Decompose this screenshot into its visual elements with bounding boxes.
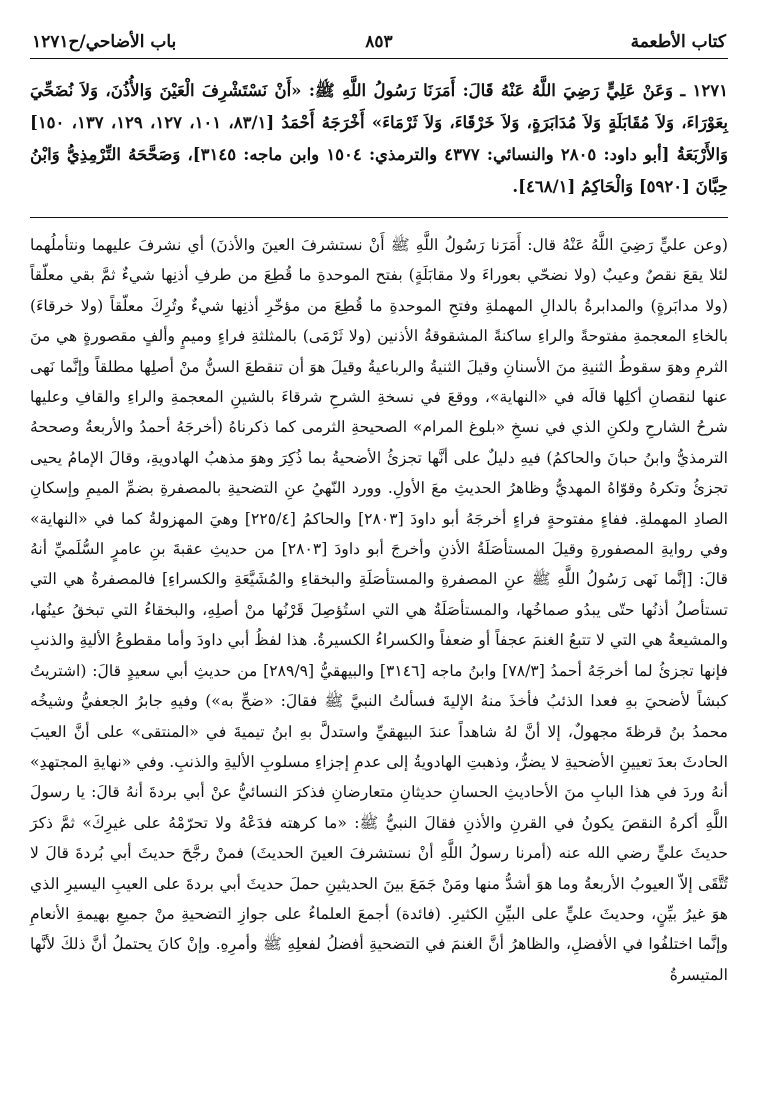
chapter-reference: باب الأضاحي/ح١٢٧١ [32,32,177,52]
commentary-paragraph: (وعن عليٍّ رَضِيَ اللَّهُ عَنْهُ قال: أَمَرَنا رَسُولُ اللَّهِ ﷺ أَنْ نستشرفَ العينَ والأذنَ) أي نشرفَ عليهما ونتأملُهما لئلا يقعَ نقصٌ وعيبٌ (ولا نضحّي بعوراءَ ولا مقابَلَةٍ) بفتح الموحدةِ ما قُطِعَ من طرفِ أذنِها شيءٌ ثمَّ بقي معلّقاً (ولا مدابَرةٍ) والمدابرةُ بالدالِ المهملةِ وفتحِ الموحدةِ ما قُطِعَ من مؤخّرِ أذنِها شيءٌ وتُرِكَ معلّقاً (ولا خرقاءَ) بالخاءِ المعجمةِ مفتوحةً والراءِ ساكنةً المشقوقةُ الأذنين (ولا ثَرْمَى) بالمثلثةِ فراءٍ وميمٍ وألفٍ مقصورةٍ هي منَ الثرمِ وهوَ سقوطُ الثنيةِ منَ الأسنانِ وقيلَ الثنيةُ والرباعيةُ وقيلَ هوَ أن تنقطعَ السنُّ منْ أصلِها مطلقاً وإنَّما نَهى عنها لنقصانِ أكلِها قالَه في «النهاية»، ووقعَ في نسخةِ الشرحِ شرقاءَ بالشينِ المعجمةِ والراءِ والقافِ وعليها شرحُ الشارحِ ولكنِ الذي في نسخِ «بلوغ المرام» الصحيحةِ الثرمى كما ذكرناهُ (أخرجَهُ أحمدُ والأربعةُ وصححهُ الترمذيُّ وابنُ حبانَ والحاكمُ) فيهِ دليلٌ على أنَّها تجزئُ الأضحيةُ بما ذُكِرَ وهوَ مذهبُ الهادويةِ، وقالَ الإمامُ يحيى تجزئُ وتكرهُ وقوّاهُ المهديُّ وظاهرُ الحديثِ معَ الأولِ. وورد النّهيُ عنِ التضحيةِ بالمصفرةِ بضمِّ الميمِ وإسكانِ الصادِ المهملةِ. ففاءٍ مفتوحةٍ فراءٍ أخرجَهُ أبو داودَ [٢٨٠٣] والحاكمُ [٢٢٥/٤] وهيَ المهزولةُ كما في «النهاية» وفي روايةِ المصفورةِ وقيلَ المستأصَلَةُ الأذنِ وأخرجَ أبو داودَ [٢٨٠٣] من حديثِ عقبةَ بنِ عامرٍ السُّلَميِّ أنهُ قالَ: [إنَّما نَهى رَسُولُ اللَّهِ ﷺ عنِ المصفرةِ والمستأصَلَةِ والبخقاءِ والمُشَيَّعَةِ والكسراءِ] فالمصفرةُ هي التي تستأصلُ أذنُها حتّى يبدُو صماخُها، والمستأصَلَةُ هي التي استُؤصِلَ قَرْنُها منْ أصلِهِ، والبخقاءُ التي تبخقُ عينُها، والمشيعةُ هي التي لا تتبعُ الغنمَ عجفاً أو ضعفاً والكسراءُ الكسيرةُ. هذا لفظُ أبي داودَ وأما مقطوعُ الأليةِ والذنبِ فإنها تجزئُ لما أخرجَهُ أحمدُ [٧٨/٣] وابنُ ماجه [٣١٤٦] والبيهقيُّ [٢٨٩/٩] من حديثِ أبي سعيدٍ قالَ: (اشتريتُ كبشاً لأضحيَ بهِ فعدا الذئبُ فأخذَ منهُ الإليةَ فسألتُ النبيَّ ﷺ فقالَ: «ضحِّ به») وفيهِ جابرُ الجعفيُّ وشيخُه محمدُ بنُ قرظةَ مجهولٌ، إلا أنَّ لهُ شاهداً عندَ البيهقيِّ واستدلَّ بهِ ابنُ تيميةَ في «المنتقى» على أنَّ العيبَ الحادثَ بعدَ تعيينِ الأضحيةِ لا يضرُّ، وذهبتِ الهادويةُ إلى عدمِ إجزاءِ مسلوبِ الأليةِ والذنبِ. وفي «نهايةِ المجتهدِ» أنهُ وردَ في هذا البابِ منَ الأحاديثِ الحسانِ حديثانِ متعارضانِ فذكرَ النسائيُّ عنْ أبي بردةَ أنهُ قالَ: يا رسولَ اللَّهِ أكرهُ النقصَ يكونُ في القرنِ والأذنِ فقالَ النبيُّ ﷺ: «ما كرهته فدَعْهُ ولا تحرّمْهُ على غيرِكَ» ثمَّ ذكرَ حديثَ عليٍّ رضي الله عنه (أمرنا رسولُ اللَّهِ أنْ نستشرفَ العينَ الحديثَ) فمنْ رجَّحَ حديثَ أبي بُردةَ قالَ لا تُتَّقَى إلاّ العيوبُ الأربعةُ وما هوَ أشدُّ منها ومَنْ جَمَعَ بينَ الحديثينِ حملَ حديثَ أبي بردةَ على العيبِ اليسيرِ الذي هوَ غيرُ بيِّنٍ، وحديثَ عليٍّ على البيِّنِ الكثيرِ. (فائدة) أجمعَ العلماءُ على جوازِ التضحيةِ منْ جميعِ بهيمةِ الأنعامِ وإنَّما اختلفُوا في الأفضلِ، والظاهرُ أنَّ الغنمَ في التضحيةِ أفضلُ لفعلِهِ ﷺ وأمرِهِ. وإنْ كانَ يحتملُ أنَّ ذلكَ لأنَّها المتيسرةُ [30,236,728,984]
page-number: ٨٥٣ [365,32,393,52]
section-divider [30,217,728,218]
hadith-body: ـ وَعَنْ عَلِيٍّ رَضِيَ اللَّهُ عَنْهُ قَالَ: أَمَرَنَا رَسُولُ اللَّهِ ﷺ: «أَنْ نَسْتَشْرِفَ الْعَيْنَ وَالأُذُنَ، وَلاَ نُضَحِّيَ بِعَوْرَاءَ، وَلاَ مُقَابَلَةٍ وَلاَ مُدَابَرَةٍ، وَلاَ خَرْقَاءَ، وَلاَ ثَرْمَاءَ» أَخْرَجَهُ أَحْمَدُ [٨٣/١، ١٠١، ١٢٧، ١٢٩، ١٣٧، ١٥٠] وَالأَرْبَعَةُ [أبو داود: ٢٨٠٥ والنسائي: ٤٣٧٧ والترمذي: ١٥٠٤ وابن ماجه: ٣١٤٥]، وَصَحَّحَهُ التِّرْمِذِيُّ وَابْنُ حِبَّانَ [٥٩٢٠] وَالْحَاكِمُ [٤٦٨/١]. [30,81,728,196]
hadith-number: ١٢٧١ [692,81,728,100]
commentary-block [30,230,728,990]
page-header [30,28,728,59]
hadith-text-block [30,75,728,203]
book-title: كتاب الأطعمة [630,32,726,52]
book-page [30,28,728,990]
